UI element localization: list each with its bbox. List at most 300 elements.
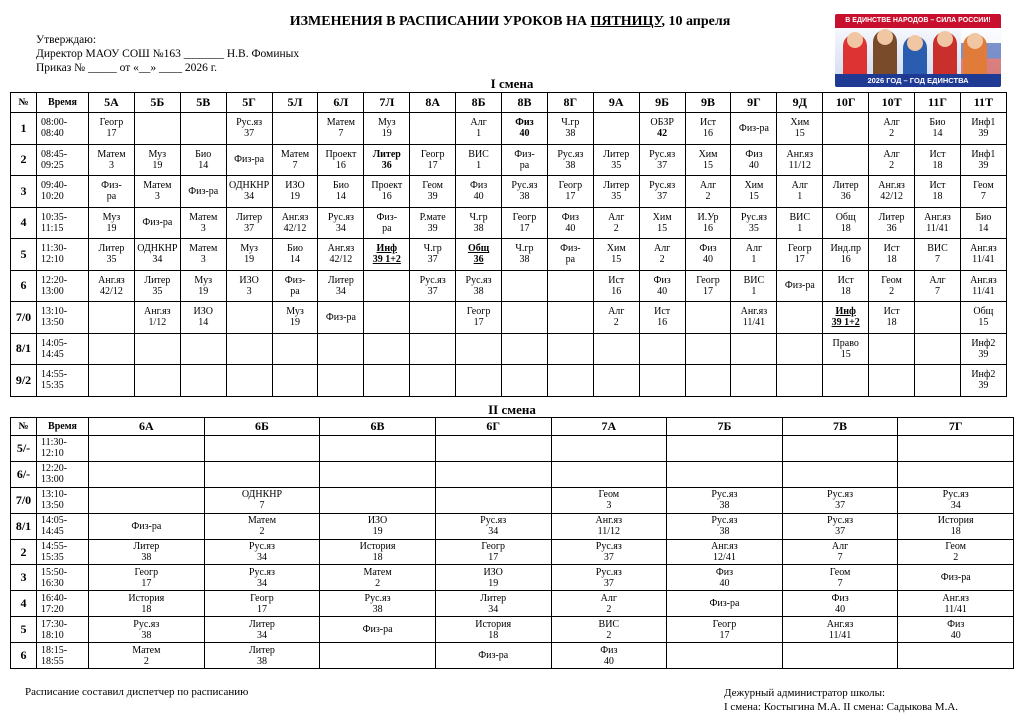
cell-line: 19 [488, 577, 499, 589]
lesson-number: 3 [11, 176, 37, 208]
lesson-time [37, 487, 89, 513]
footer-duty-names: I смена: Костыгина М.А. II смена: Садыкова М.А. [724, 701, 959, 713]
lesson-time [37, 591, 89, 617]
cell-line: Литер [248, 644, 275, 656]
cell-line: 40 [835, 603, 846, 615]
schedule-row [11, 144, 1007, 176]
cell-line: 38 [372, 603, 383, 615]
lesson-cell [960, 144, 1006, 176]
lesson-cell [639, 144, 685, 176]
cell-line: 7 [934, 285, 940, 297]
cell-line: Био [975, 211, 992, 223]
cell-line: Литер [248, 618, 275, 630]
lesson-cell [915, 239, 961, 271]
cell-line: Инф [835, 306, 856, 318]
cell-line: Алг [699, 180, 717, 192]
lesson-cell [731, 365, 777, 397]
lesson-cell [226, 113, 272, 145]
cell-line: Муз [148, 148, 167, 160]
cell-line: 16 [657, 317, 668, 329]
time-line: 15:35 [41, 552, 64, 563]
lesson-cell [551, 436, 667, 462]
cell-line: 34 [950, 500, 961, 512]
lesson-cell [823, 144, 869, 176]
cell-line: 7 [338, 128, 344, 140]
class-header: 7В [782, 418, 898, 436]
cell-line: 11/12 [597, 526, 621, 538]
cell-line: Анг.яз [281, 211, 309, 223]
lesson-cell [410, 239, 456, 271]
class-header: 11Г [915, 93, 961, 113]
cell-line: 18 [950, 526, 961, 538]
lesson-cell [320, 461, 436, 487]
class-header: 9Б [639, 93, 685, 113]
lesson-cell [180, 270, 226, 302]
cell-line: 17 [141, 577, 152, 589]
lesson-cell [782, 565, 898, 591]
lesson-cell [134, 239, 180, 271]
cell-line: Физ-ра [131, 520, 162, 532]
cell-line: 18 [141, 603, 152, 615]
cell-line: Физ-ра [738, 122, 769, 134]
lesson-number: 9/2 [11, 365, 37, 397]
lesson-cell [134, 207, 180, 239]
time-line: 14:55- [41, 541, 68, 552]
cell-line: 37 [427, 285, 438, 297]
lesson-cell [551, 617, 667, 643]
lesson-number: 1 [11, 113, 37, 145]
lesson-cell [364, 239, 410, 271]
lesson-cell [456, 270, 502, 302]
lesson-cell [782, 591, 898, 617]
cell-line: Анг.яз [595, 515, 623, 527]
cell-line: 3 [108, 159, 114, 171]
lesson-number: 8/1 [11, 333, 37, 365]
lesson-cell [960, 365, 1006, 397]
lesson-cell [898, 643, 1014, 669]
lesson-cell [272, 144, 318, 176]
lesson-cell [551, 513, 667, 539]
lesson-number: 4 [11, 591, 37, 617]
cell-line: 3 [154, 191, 160, 203]
time-line: 16:40- [41, 592, 68, 604]
lesson-cell [685, 144, 731, 176]
lesson-cell [180, 176, 226, 208]
cell-line: 37 [603, 577, 614, 589]
lesson-cell [869, 176, 915, 208]
cell-line: Литер [327, 274, 354, 286]
schedule-row [11, 617, 1014, 643]
lesson-cell [685, 333, 731, 365]
time-line: 12:20- [41, 463, 68, 475]
cell-line: Матем [189, 243, 218, 255]
class-header: 6А [89, 418, 205, 436]
cell-line: 36 [381, 159, 392, 171]
cell-line: Анг.яз [942, 592, 969, 604]
lesson-cell [898, 617, 1014, 643]
lesson-number: 8/1 [11, 513, 37, 539]
cell-line: Алг [831, 541, 849, 552]
time-line: 13:00 [41, 285, 64, 297]
lesson-cell [204, 591, 320, 617]
cell-line: 7 [934, 254, 940, 266]
lesson-cell [960, 176, 1006, 208]
cell-line: Физ [947, 618, 965, 630]
lesson-cell [731, 176, 777, 208]
lesson-time [37, 617, 89, 643]
lesson-cell [456, 176, 502, 208]
lesson-number: 3 [11, 565, 37, 591]
cell-line: Физ-ра [709, 598, 740, 610]
cell-line: 2 [259, 526, 265, 538]
cell-line: 2 [375, 577, 381, 589]
schedule-row [11, 591, 1014, 617]
lesson-cell [320, 643, 436, 669]
time-line: 08:00- [41, 117, 68, 129]
time-line: 14:55- [41, 369, 68, 381]
cell-line: 7 [980, 191, 986, 203]
lesson-time [37, 436, 89, 462]
cell-line: Физ [600, 644, 618, 656]
header-row [11, 93, 1007, 113]
lesson-cell [134, 365, 180, 397]
cell-line: 34 [256, 552, 267, 563]
cell-line: Хим [790, 117, 810, 129]
cell-line: Ч.гр [423, 243, 442, 255]
lesson-cell [685, 239, 731, 271]
cell-line: История [359, 541, 396, 552]
lesson-cell [89, 144, 135, 176]
lesson-cell [134, 333, 180, 365]
cell-line: Физ-ра [234, 154, 265, 166]
lesson-cell [823, 302, 869, 334]
cell-line: Геом [598, 489, 620, 501]
cell-line: 34 [256, 577, 267, 589]
cell-line: Алг [883, 117, 900, 129]
figure-head [877, 29, 893, 45]
cell-line: 14 [198, 159, 209, 171]
cell-line: 2 [889, 159, 895, 171]
lesson-cell [89, 436, 205, 462]
cell-line: 40 [703, 254, 714, 266]
lesson-cell [915, 333, 961, 365]
lesson-cell [593, 365, 639, 397]
class-header: 7Б [667, 418, 783, 436]
cell-line: ИЗО [285, 180, 305, 192]
lesson-cell [777, 144, 823, 176]
lesson-cell [204, 643, 320, 669]
class-header: 9Д [777, 93, 823, 113]
cell-line: Ист [837, 274, 854, 286]
cell-line: 19 [152, 159, 163, 171]
lesson-cell [89, 113, 135, 145]
cell-line: 42/12 [880, 191, 903, 203]
cell-line: 37 [835, 526, 846, 538]
lesson-cell [364, 302, 410, 334]
lesson-cell [318, 302, 364, 334]
lesson-cell [320, 487, 436, 513]
lesson-cell [410, 113, 456, 145]
cell-line: 36 [886, 222, 897, 234]
time-line: 12:10 [41, 254, 64, 266]
cell-line: Анг.яз [826, 618, 854, 630]
lesson-cell [180, 113, 226, 145]
lesson-cell [823, 333, 869, 365]
cell-line: 35 [106, 254, 117, 266]
lesson-cell [639, 176, 685, 208]
lesson-cell [639, 113, 685, 145]
class-header: 9А [593, 93, 639, 113]
lesson-cell [777, 333, 823, 365]
lesson-cell [731, 144, 777, 176]
class-header: 10Т [869, 93, 915, 113]
lesson-cell [134, 302, 180, 334]
lesson-cell [898, 487, 1014, 513]
cell-line: Анг.яз [327, 243, 355, 255]
cell-line: Физ-ра [142, 217, 173, 229]
cell-line: ра [106, 191, 117, 203]
cell-line: 19 [290, 191, 300, 203]
cell-line: Физ [831, 592, 849, 604]
cell-line: 39 [978, 380, 989, 392]
lesson-cell [898, 591, 1014, 617]
cell-line: 1 [476, 159, 482, 171]
lesson-cell [547, 365, 593, 397]
cell-line: 40 [519, 128, 530, 140]
lesson-cell [226, 176, 272, 208]
lesson-cell [502, 302, 548, 334]
lesson-cell [731, 207, 777, 239]
lesson-cell [898, 565, 1014, 591]
cell-line: 2 [953, 552, 959, 563]
cell-line: Инф [376, 243, 398, 255]
cell-line: Геогр [712, 618, 737, 630]
lesson-cell [685, 113, 731, 145]
cell-line: 38 [519, 191, 530, 203]
cell-line: 11/41 [742, 317, 766, 329]
time-line: 12:20- [41, 274, 68, 286]
lesson-cell [456, 333, 502, 365]
cell-line: 19 [198, 285, 209, 297]
lesson-cell [89, 591, 205, 617]
lesson-cell [782, 617, 898, 643]
lesson-cell [667, 591, 783, 617]
cell-line: Геом [881, 274, 902, 286]
lesson-cell [502, 113, 548, 145]
schedule-row [11, 176, 1007, 208]
class-header: 7Г [898, 418, 1014, 436]
cell-line: Литер [133, 541, 160, 552]
cell-line: Геогр [558, 180, 583, 192]
lesson-cell [204, 539, 320, 565]
lesson-cell [89, 207, 135, 239]
lesson-cell [502, 207, 548, 239]
cell-line: Геогр [250, 592, 274, 604]
lesson-time [37, 176, 89, 208]
cell-line: ВИС [789, 211, 811, 223]
cell-line: Физ-ра [784, 280, 815, 292]
cell-line: Матем [326, 117, 355, 129]
lesson-cell [318, 333, 364, 365]
lesson-cell [915, 113, 961, 145]
class-header: 5Г [226, 93, 272, 113]
cell-line: 2 [613, 317, 619, 329]
lesson-cell [180, 302, 226, 334]
cell-line: 17 [256, 603, 267, 615]
cell-line: 38 [719, 500, 730, 512]
lesson-cell [320, 539, 436, 565]
cell-line: 40 [950, 629, 961, 641]
cell-line: Физ [469, 180, 488, 192]
lesson-cell [547, 333, 593, 365]
cell-line: Литер [480, 592, 507, 604]
lesson-cell [782, 487, 898, 513]
cell-line: Геогр [134, 566, 159, 578]
lesson-cell [272, 207, 318, 239]
lesson-cell [639, 302, 685, 334]
cell-line: История [937, 515, 974, 527]
cell-line: 40 [748, 159, 759, 171]
lesson-cell [777, 239, 823, 271]
class-header: 11Т [960, 93, 1006, 113]
time-line: 17:20 [41, 603, 64, 615]
cell-line: ИЗО [367, 515, 388, 527]
cell-line: 37 [657, 191, 668, 203]
lesson-time [37, 270, 89, 302]
cell-line: Литер [372, 148, 401, 160]
cell-line: ОБЗР [650, 117, 674, 129]
lesson-cell [226, 239, 272, 271]
approval-block [36, 33, 299, 75]
cell-line: 2 [659, 254, 665, 266]
cell-line: 2 [143, 655, 149, 667]
cell-line: 11/41 [828, 629, 852, 641]
cell-line: 15 [703, 159, 714, 171]
lesson-cell [639, 239, 685, 271]
lesson-cell [782, 539, 898, 565]
cell-line: Ист [654, 306, 671, 318]
lesson-time [37, 239, 89, 271]
cell-line: 16 [703, 222, 714, 234]
lesson-cell [502, 239, 548, 271]
cell-line: Анг.яз [711, 541, 738, 552]
cell-line: Геогр [420, 148, 445, 160]
cell-line: Геогр [481, 541, 505, 552]
approval-line: Утверждаю: [36, 34, 97, 46]
lesson-cell [685, 365, 731, 397]
footer-dispatcher: Расписание составил диспетчер по расписанию [25, 686, 249, 698]
cell-line: 15 [611, 254, 622, 266]
lesson-number: 6/- [11, 461, 37, 487]
cell-line: 39 1+2 [372, 254, 401, 266]
lesson-cell [915, 365, 961, 397]
lesson-cell [180, 333, 226, 365]
cell-line: Физ [745, 148, 763, 160]
cell-line: Физ- [514, 148, 535, 160]
cell-line: Рус.яз [942, 489, 969, 501]
lesson-number: 5/- [11, 436, 37, 462]
cell-line: 38 [256, 655, 267, 667]
cell-line: Алг [608, 211, 625, 223]
lesson-cell [89, 270, 135, 302]
cell-line: 18 [932, 159, 943, 171]
lesson-cell [320, 617, 436, 643]
time-line: 18:15- [41, 644, 68, 656]
cell-line: Ист [883, 243, 900, 255]
lesson-cell [320, 591, 436, 617]
cell-line: Алг [600, 592, 617, 604]
cell-line: 17 [565, 191, 576, 203]
lesson-cell [180, 207, 226, 239]
lesson-cell [502, 270, 548, 302]
lesson-cell [667, 539, 783, 565]
cell-line: 38 [141, 629, 152, 641]
cell-line: Алг [608, 306, 625, 318]
class-header: 8А [410, 93, 456, 113]
cell-line: 38 [719, 526, 730, 538]
lesson-cell [502, 365, 548, 397]
lesson-cell [435, 591, 551, 617]
lesson-cell [731, 270, 777, 302]
cell-line: 37 [427, 254, 438, 266]
lesson-cell [869, 302, 915, 334]
lesson-cell [318, 239, 364, 271]
class-header: 7А [551, 418, 667, 436]
cell-line: 11/12 [788, 159, 812, 171]
class-header: 8Б [456, 93, 502, 113]
lesson-cell [551, 591, 667, 617]
cell-line: ИЗО [239, 274, 259, 286]
cell-line: ра [382, 222, 392, 234]
lesson-cell [960, 113, 1006, 145]
cell-line: Анг.яз [878, 180, 905, 192]
cell-line: Хим [744, 180, 764, 192]
lesson-cell [204, 436, 320, 462]
cell-line: Рус.яз [711, 515, 738, 527]
lesson-cell [898, 539, 1014, 565]
lesson-number: 2 [11, 539, 37, 565]
lesson-cell [364, 365, 410, 397]
lesson-cell [869, 365, 915, 397]
time-line: 12:10 [41, 448, 64, 460]
class-header: 6Г [435, 418, 551, 436]
header-time: Время [37, 418, 89, 436]
lesson-cell [226, 333, 272, 365]
schedule-row [11, 239, 1007, 271]
lesson-cell [89, 302, 135, 334]
cell-line: ОДНКНР [229, 180, 270, 192]
lesson-cell [777, 113, 823, 145]
cell-line: 16 [703, 128, 714, 140]
cell-line: 17 [519, 222, 530, 234]
cell-line: 18 [372, 552, 383, 563]
time-line: 11:30- [41, 243, 67, 255]
cell-line: Био [195, 148, 212, 160]
cell-line: 1 [797, 191, 803, 203]
lesson-cell [777, 302, 823, 334]
cell-line: Рус.яз [327, 211, 354, 223]
cell-line: Физ-ра [362, 624, 393, 636]
cell-line: Рус.яз [248, 566, 275, 578]
lesson-cell [89, 565, 205, 591]
cell-line: Геом [829, 566, 851, 578]
cell-line: 1 [476, 128, 482, 140]
cell-line: 37 [244, 222, 255, 234]
time-line: 18:55 [41, 655, 64, 667]
lesson-cell [823, 176, 869, 208]
lesson-cell [89, 487, 205, 513]
cell-line: 40 [565, 222, 576, 234]
